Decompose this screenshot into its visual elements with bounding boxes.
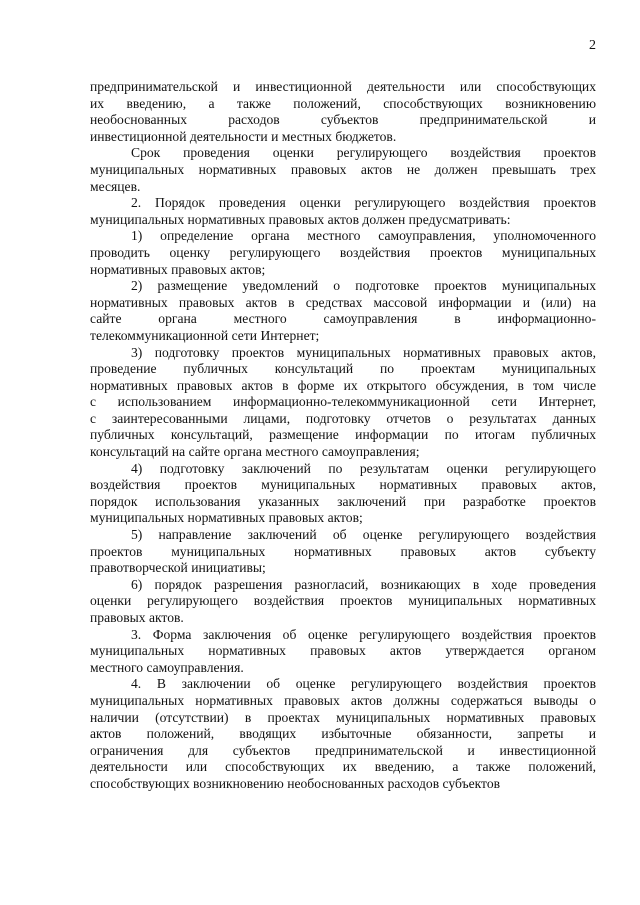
paragraph xyxy=(90,79,596,145)
paragraph-line: правотворческой инициативы; xyxy=(90,560,266,576)
paragraph-line: нормативных правовых актов в форме их открытого обсуждения, в том числе xyxy=(90,377,596,393)
paragraph-line: с заинтересованными лицами, подготовку отчетов о результатах данных xyxy=(90,410,596,426)
paragraph-line: 5) направление заключений об оценке регулирующего воздействия xyxy=(131,527,596,543)
paragraph-line: нормативных правовых актов; xyxy=(90,261,266,277)
paragraph-line: предпринимательской и инвестиционной деятельности или способствующих xyxy=(90,79,596,94)
paragraph-line: публичных консультаций, размещение информации по итогам публичных xyxy=(90,427,596,443)
paragraph-line: 1) определение органа местного самоуправления, уполномоченного xyxy=(131,228,596,244)
paragraph-line: 4) подготовку заключений по результатам оценки регулирующего xyxy=(131,460,596,476)
paragraph-line: консультаций на сайте органа местного самоуправления; xyxy=(90,444,420,460)
paragraph-line: инвестиционной деятельности и местных бюджетов. xyxy=(90,128,397,144)
paragraph-line: ограничения для субъектов предпринимательской и инвестиционной xyxy=(90,742,596,758)
paragraph-line: муниципальных нормативных правовых актов не должен превышать трех xyxy=(90,161,596,177)
paragraph-line: оценки регулирующего воздействия проектов муниципальных нормативных xyxy=(90,593,596,609)
paragraph-line: муниципальных нормативных правовых актов должны содержаться выводы о xyxy=(90,692,596,708)
paragraph xyxy=(90,461,596,527)
paragraph-line: 3) подготовку проектов муниципальных нормативных правовых актов, xyxy=(131,344,596,360)
paragraph xyxy=(90,345,596,461)
paragraph-line: нормативных правовых актов в средствах массовой информации и (или) на xyxy=(90,294,596,310)
paragraph xyxy=(90,527,596,577)
paragraph xyxy=(90,195,596,228)
paragraph-line: 2) размещение уведомлений о подготовке проектов муниципальных xyxy=(131,278,596,294)
paragraph-line: воздействия проектов муниципальных нормативных правовых актов, xyxy=(90,477,596,493)
paragraph-line: муниципальных нормативных правовых актов утверждается органом xyxy=(90,643,596,659)
paragraph-line: актов положений, вводящих избыточные обязанности, запреты и xyxy=(90,726,596,742)
paragraph-line: деятельности или способствующих их введению, а также положений, xyxy=(90,759,596,775)
paragraph-line: способствующих возникновению необоснованных расходов субъектов xyxy=(90,775,501,791)
paragraph-line: муниципальных нормативных правовых актов; xyxy=(90,510,363,526)
paragraph xyxy=(90,577,596,627)
paragraph-line: месяцев. xyxy=(90,178,141,194)
paragraph-line: сайте органа местного самоуправления в информационно- xyxy=(90,311,596,327)
paragraph-line: 4. В заключении об оценке регулирующего воздействия проектов xyxy=(131,676,596,692)
document-body xyxy=(90,79,596,793)
paragraph xyxy=(90,278,596,344)
paragraph-line: телекоммуникационной сети Интернет; xyxy=(90,327,320,343)
paragraph-line: 6) порядок разрешения разногласий, возникающих в ходе проведения xyxy=(131,576,596,592)
paragraph-line: 3. Форма заключения об оценке регулирующего воздействия проектов xyxy=(131,626,596,642)
paragraph-line: порядок использования указанных заключений при разработке проектов xyxy=(90,493,596,509)
paragraph-line: правовых актов. xyxy=(90,610,184,625)
paragraph-line: проводить оценку регулирующего воздействия проектов муниципальных xyxy=(90,244,596,260)
paragraph-line: 2. Порядок проведения оценки регулирующего воздействия проектов xyxy=(131,195,596,211)
paragraph xyxy=(90,145,596,195)
paragraph-line: проектов муниципальных нормативных правовых актов субъекту xyxy=(90,543,596,559)
paragraph xyxy=(90,627,596,677)
paragraph-line: проведение публичных консультаций по проектам муниципальных xyxy=(90,361,596,377)
paragraph-line: с использованием информационно-телекоммуникационной сети Интернет, xyxy=(90,394,596,410)
paragraph-line: Срок проведения оценки регулирующего воздействия проектов xyxy=(131,145,596,161)
paragraph xyxy=(90,676,596,792)
paragraph-line: их введению, а также положений, способствующих возникновению xyxy=(90,95,596,111)
paragraph xyxy=(90,228,596,278)
paragraph-line: муниципальных нормативных правовых актов должен предусматривать: xyxy=(90,211,511,227)
paragraph-line: необоснованных расходов субъектов предпринимательской и xyxy=(90,112,596,128)
paragraph-line: наличии (отсутствии) в проектах муниципальных нормативных правовых xyxy=(90,709,596,725)
paragraph-line: местного самоуправления. xyxy=(90,659,244,675)
page-number: 2 xyxy=(589,38,596,53)
